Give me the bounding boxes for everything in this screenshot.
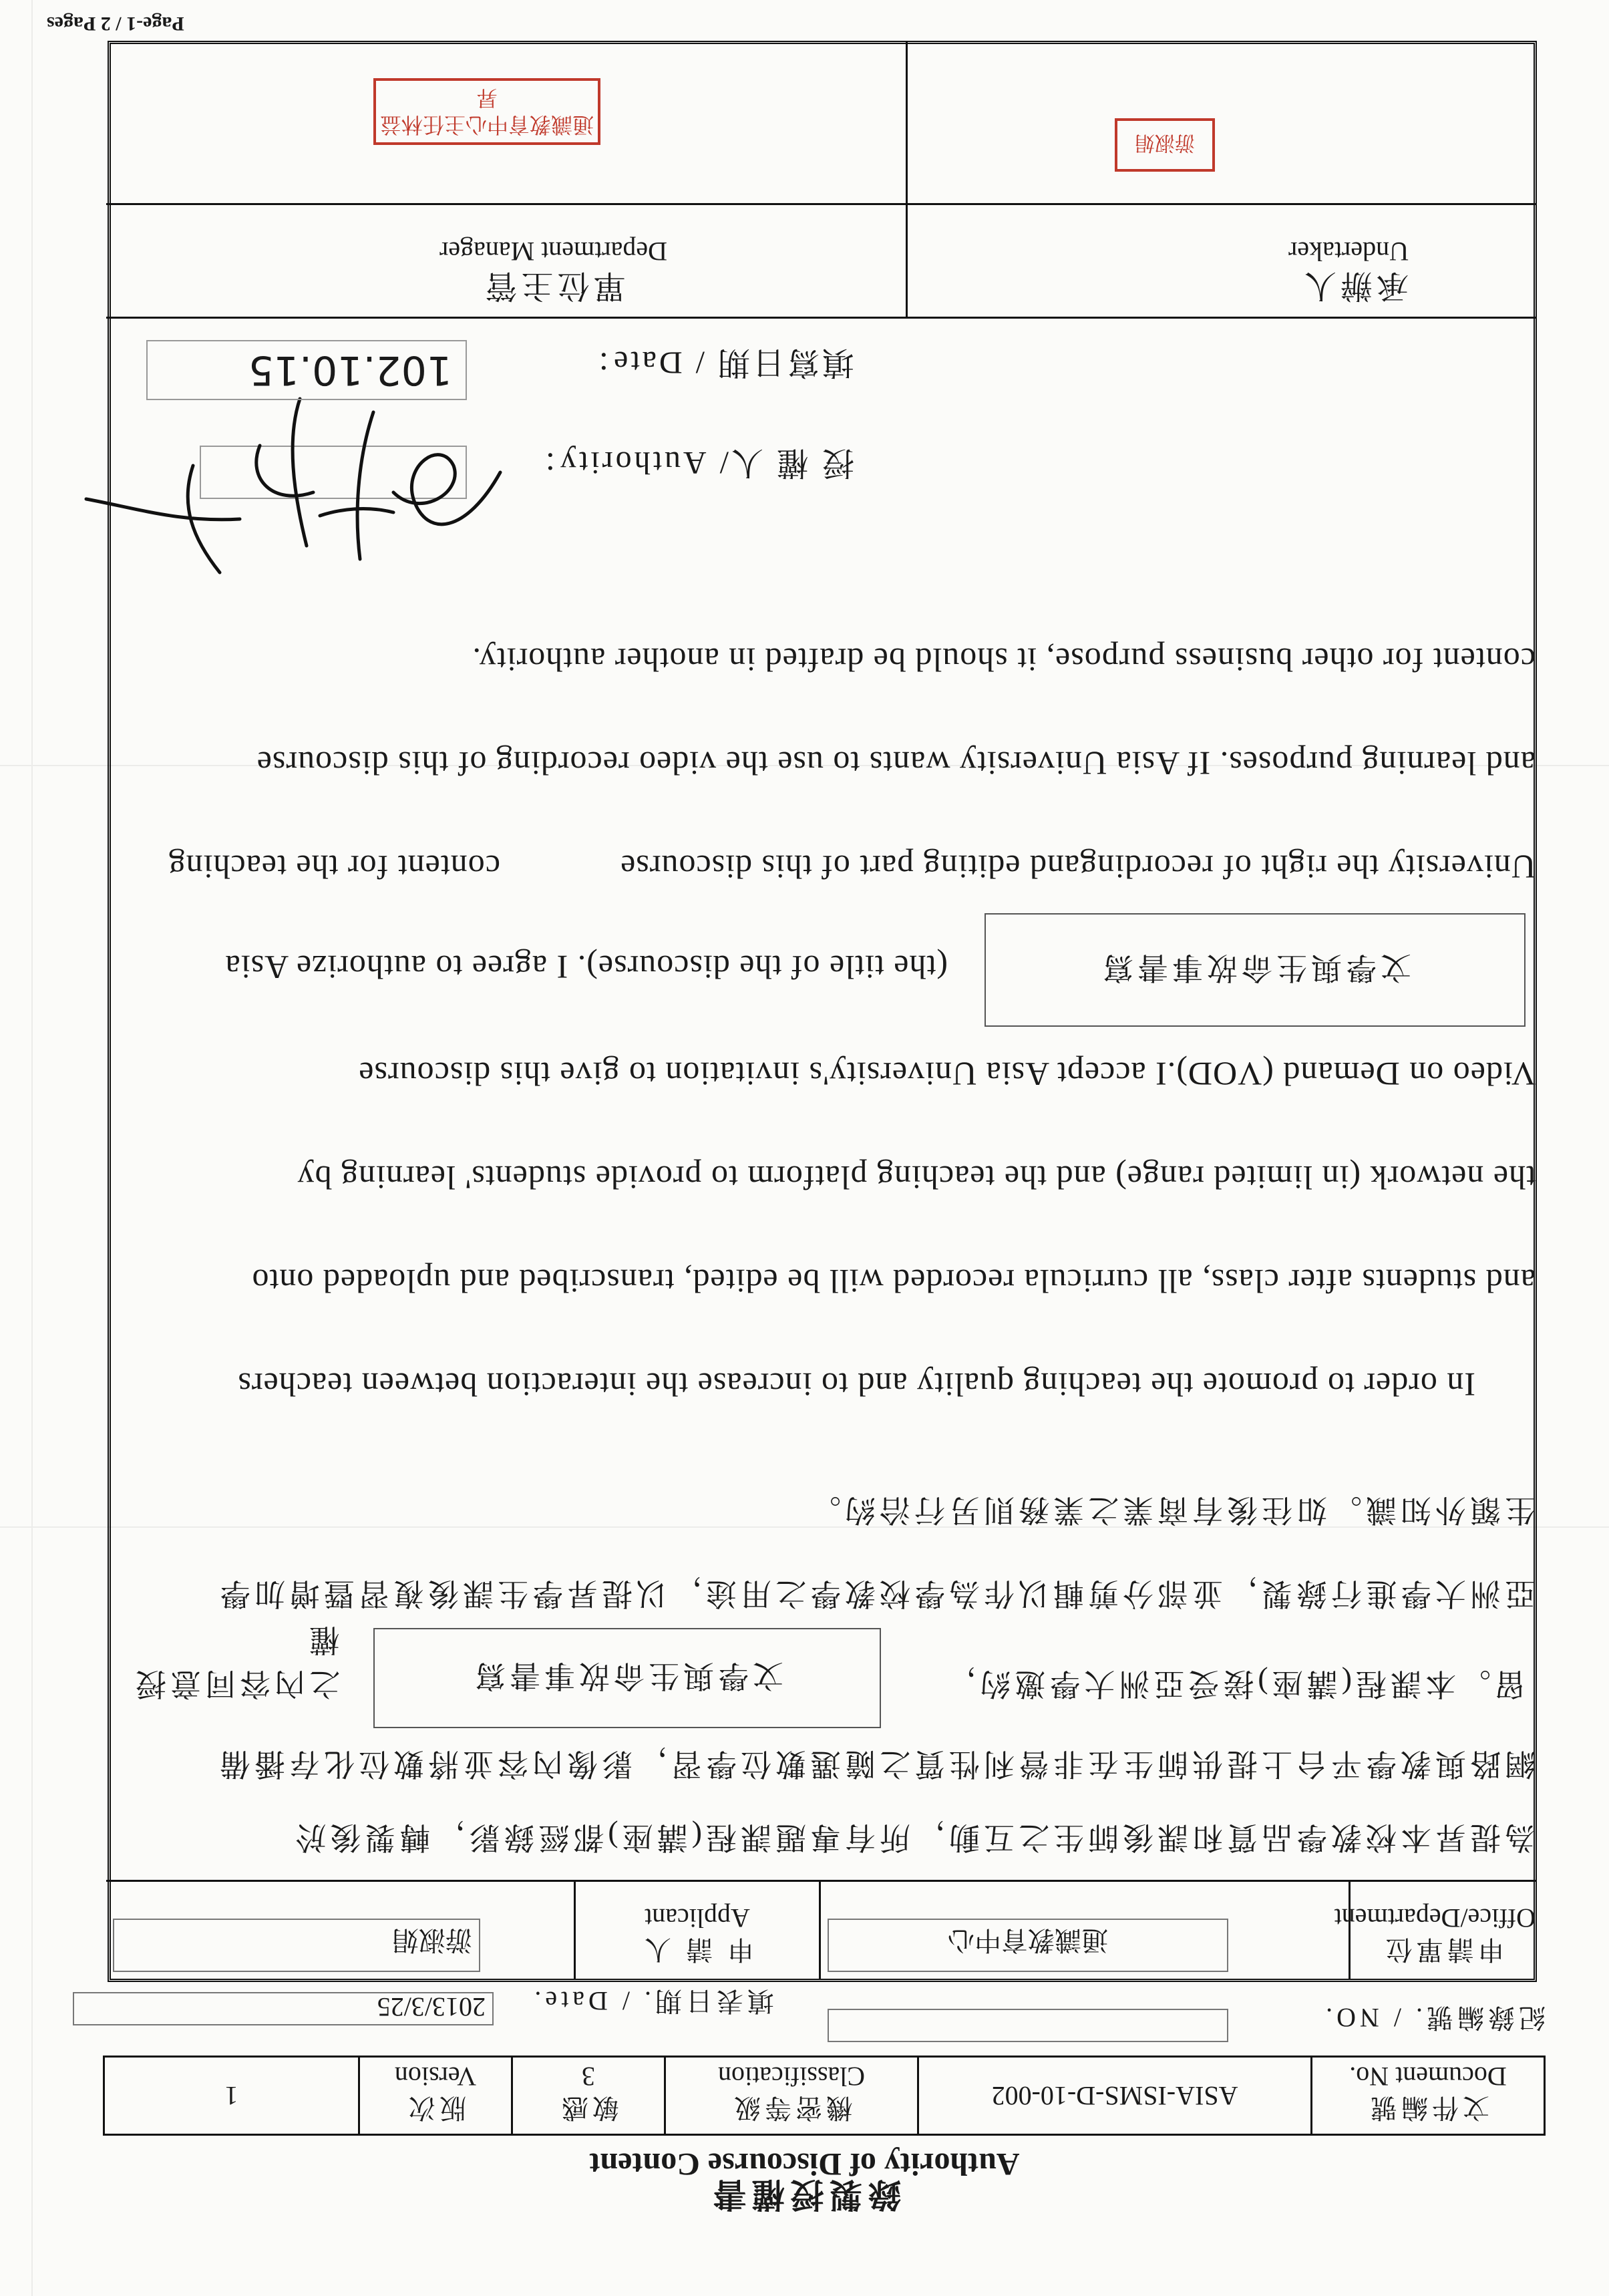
title-zh: 錄製授權書	[707, 2176, 902, 2213]
body-en-line-7: content for the teaching	[168, 848, 500, 886]
body-en-line-1: In order to promote the teaching quality and to increase the interaction between teachers	[237, 1366, 1475, 1404]
record-no-label: 紀錄編號. / NO.	[1322, 2003, 1546, 2033]
signature-stroke	[393, 455, 500, 524]
signature-stroke	[256, 399, 313, 546]
page-number: Page-1 / 2 Pages	[47, 13, 184, 35]
version-value: 1	[104, 2057, 359, 2135]
title-en: Authority of Discourse Content	[589, 2146, 1020, 2182]
body-en-line-5: (the title of the discourse). I agree to authorize Asia	[224, 949, 948, 986]
body-zh-line-4: 之內容同意授權	[132, 1623, 340, 1701]
body-zh-line-5: 亞洲大學進行錄製，並部分剪輯以作為學校教學之用途，以提昇學生課後複習暨增加學	[216, 1577, 1536, 1611]
body-en-line-2: and students after class, all curricula recorded will be edited, transcribed and uploaded onto	[251, 1263, 1536, 1300]
body-en-line-9: content for other business purpose, it should be drafted in another authority.	[472, 641, 1536, 679]
body-zh-line-1: 為提昇本校教學品質和課後師生之互動，所有專題課程(講座)都經錄影，轉製後於	[291, 1820, 1536, 1854]
classification-label: 機密等級 Classification	[665, 2057, 918, 2135]
divider	[106, 1880, 1536, 1882]
manager-stamp: 通識教育中心主任林益昇	[373, 78, 600, 145]
sign-date-field[interactable]: 102.10.15	[146, 340, 467, 400]
discourse-title-zh: 文學與生命故事書寫	[373, 1628, 881, 1728]
signature-stroke	[86, 466, 240, 572]
classification-value: 敏感 3	[512, 2057, 665, 2135]
authority-signature	[59, 372, 527, 639]
body-en-line-8: and learning purposes. If Asia University wants to use the video recording of this discourse	[256, 745, 1536, 782]
record-no-field[interactable]	[828, 2009, 1228, 2042]
applicant-field[interactable]: 游淑娟	[113, 1919, 480, 1972]
body-zh-line-6: 生額外知識。如往後有商業之業務則另行洽約。	[806, 1493, 1536, 1527]
body-zh-line-2: 網路與教學平台上提供師生在非營利性質之隨選數位學習，影像內容並將數位化存播備	[216, 1747, 1536, 1781]
body-en-line-3: the network (in limited range) and the teaching platform to provide students' learning by	[297, 1159, 1536, 1196]
applicant-label: 申 請 人 Applicant	[574, 1882, 821, 1979]
department-field[interactable]: 通識教育中心	[828, 1919, 1228, 1972]
header-table	[103, 2056, 1546, 2136]
undertaker-label: 承辦人 Undertaker	[1288, 236, 1409, 303]
undertaker-stamp: 游淑娟	[1115, 118, 1215, 172]
divider	[106, 203, 1536, 205]
body-en-line-4: Video on Demand (VOD).I accept Asia University's invitation to give this discourse	[358, 1055, 1536, 1093]
sign-date-label: 填寫日期 / Date：	[576, 345, 854, 380]
doc-no-label: 文件編號 Document No.	[1312, 2057, 1545, 2135]
manager-label: 單位主管 Department Manager	[439, 236, 667, 303]
body-en-line-6: University the right of recordingand editing part of this discourse	[620, 848, 1536, 886]
discourse-title-box: 文學與生命故事書寫	[985, 913, 1526, 1027]
fold-line	[31, 0, 33, 2296]
authority-label: 授 權 人/ Authority：	[523, 445, 854, 480]
doc-no-value: ASIA-ISMS-D-10-002	[918, 2057, 1312, 2135]
divider	[106, 317, 1536, 319]
divider	[906, 41, 908, 319]
fill-date-label: 填表日期. / Date.	[530, 1986, 774, 2016]
fill-date-field[interactable]: 2013/3/25	[73, 1992, 494, 2025]
body-zh-line-3: 留。本課程(講座)接受亞洲大學邀約，	[941, 1667, 1526, 1701]
department-label: 申請單位 Office/Department	[1349, 1882, 1536, 1979]
signature-stroke	[320, 412, 393, 559]
version-label: 版次 Version	[359, 2057, 512, 2135]
